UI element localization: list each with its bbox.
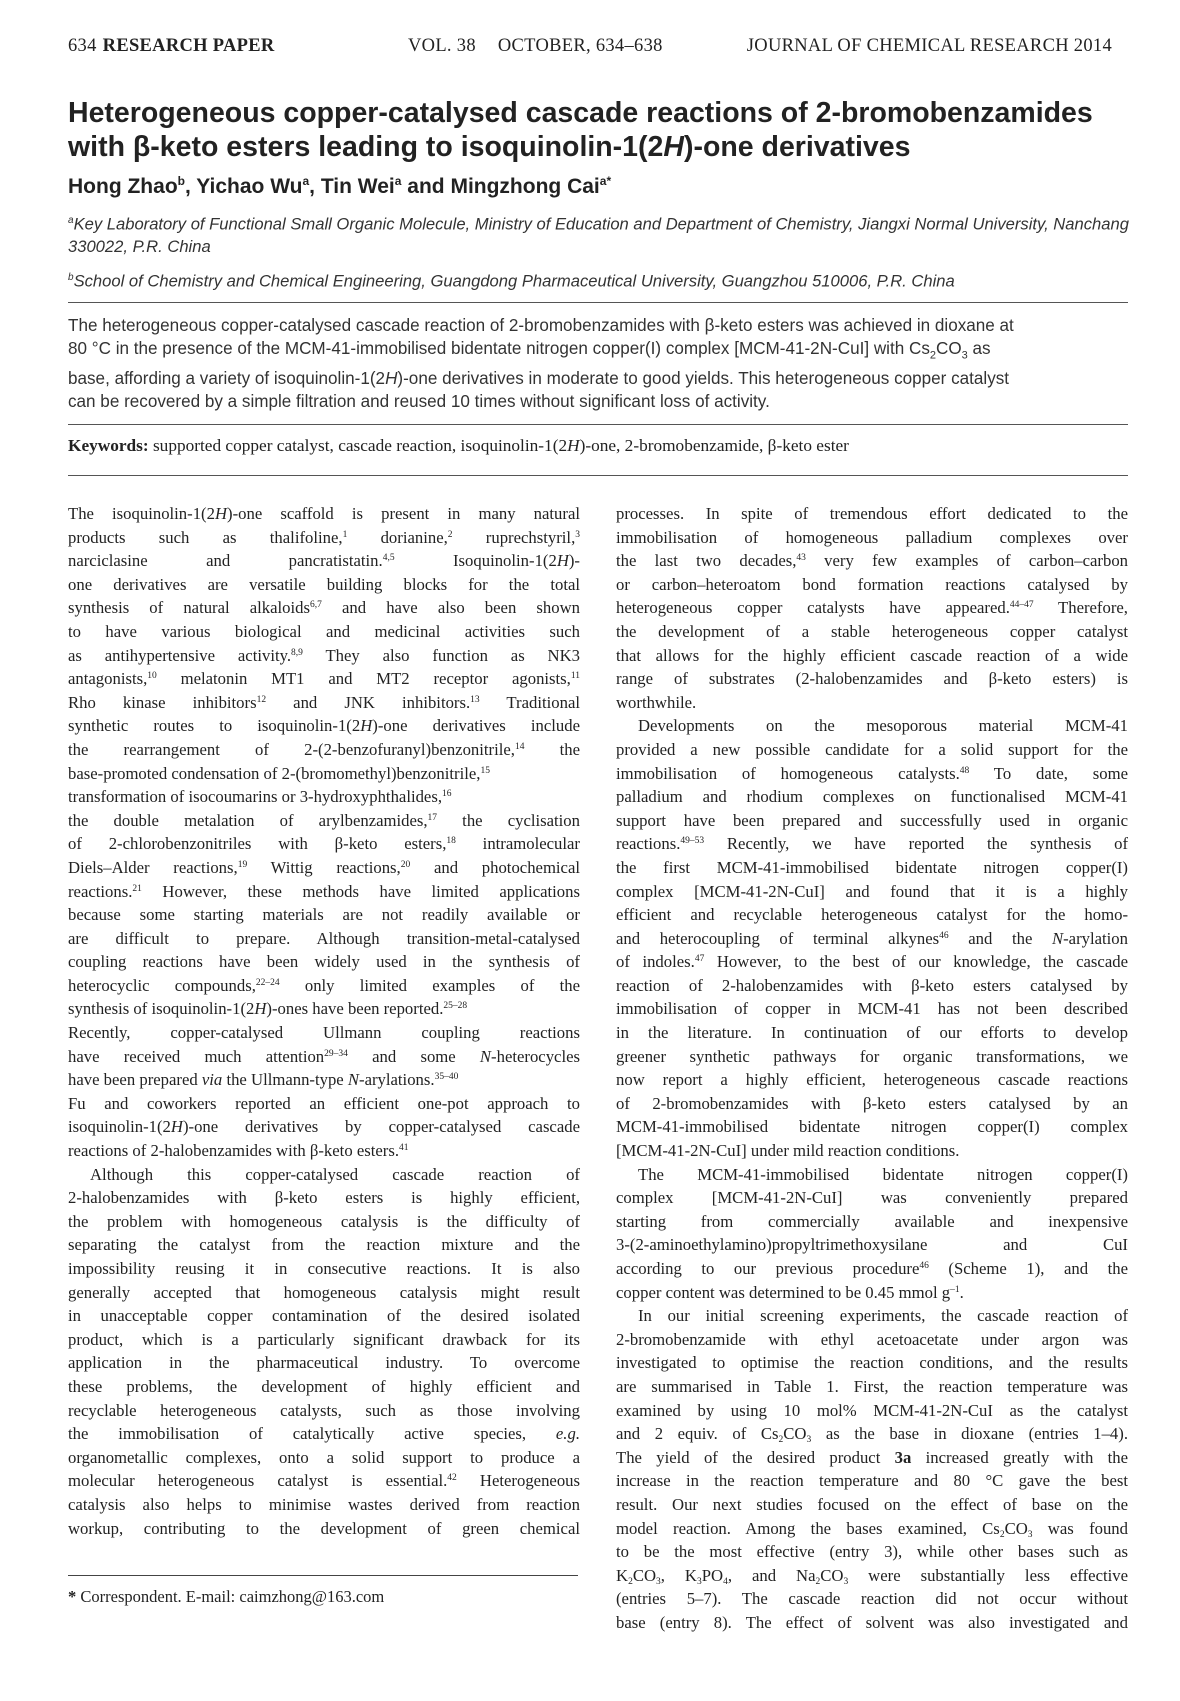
text-line: now report a highly efficient, heterogeneous cascade reactions — [616, 1070, 1128, 1090]
text-line: isoquinolin-1(2H)-one derivatives by copper-catalysed cascade — [68, 1117, 580, 1137]
text-line: that allows for the highly efficient cascade reaction of a wide — [616, 645, 1128, 665]
running-head-center — [408, 36, 663, 57]
affiliation-b: $^b$School of Chemistry and Chemical Engineering, Guangdong Pharmaceutical University, Guangzhou 510006, P.R. China — [68, 271, 955, 291]
text-line: greener synthetic pathways for organic transformations, we — [616, 1046, 1128, 1066]
text-line: $K_2CO_3$, $K_3PO_4$, and $Na_2CO_3$ were substantially less effective — [616, 1565, 1128, 1587]
text-line: The yield of the desired product 3a increased greatly with the — [616, 1447, 1128, 1467]
footnote-divider — [68, 1575, 578, 1576]
text-line: narciclasine and pancratistatin.$^{4,5}$ Isoquinolin-1(2H)- — [68, 551, 580, 571]
text-line: complex [MCM-41-2N-CuI] and found that it is a highly — [616, 881, 1128, 901]
text-line: copper content was determined to be 0.45 mmol $g^{-1}$. — [616, 1282, 964, 1302]
text-line: 2-halobenzamides with β-keto esters is highly efficient, — [68, 1188, 580, 1208]
running-head-left — [68, 36, 275, 57]
author-name: Yichao Wu — [196, 175, 303, 198]
author-name: Mingzhong Cai — [450, 175, 600, 198]
text-line: the immobilisation of catalytically active species, e.g. — [68, 1424, 580, 1444]
text-line: of 2-chlorobenzonitriles with β-keto esters,$^{18}$ intramolecular — [68, 834, 580, 854]
text-line: model reaction. Among the bases examined, $Cs_2CO_3$ was found — [616, 1518, 1128, 1540]
issue-pages: OCTOBER, 634–638 — [497, 36, 663, 56]
text-line: synthesis of natural alkaloids$^{6,7}$ and have also been shown — [68, 598, 580, 618]
text-line: starting from commercially available and inexpensive — [616, 1211, 1128, 1231]
divider — [68, 475, 1128, 476]
text-line: and heterocoupling of terminal alkynes$^{46}$ and the N-arylation — [616, 928, 1128, 948]
text-line: are difficult to prepare. Although transition-metal-catalysed — [68, 928, 580, 948]
text-line: immobilisation of copper in MCM-41 has not been described — [616, 999, 1128, 1019]
text-line: because some starting materials are not readily available or — [68, 905, 580, 925]
text-line: reactions.$^{49-53}$ Recently, we have reported the synthesis of — [616, 834, 1128, 854]
section-label: RESEARCH PAPER — [102, 36, 275, 56]
text-line: worthwhile. — [616, 692, 697, 712]
text-line: synthetic routes to isoquinolin-1(2H)-one derivatives include — [68, 716, 580, 736]
text-line: generally accepted that homogeneous catalysis might result — [68, 1282, 580, 1302]
text-line: The MCM-41-immobilised bidentate nitrogen copper(I) — [638, 1164, 1128, 1184]
text-line: these problems, the development of highly efficient and — [68, 1376, 580, 1396]
text-line: Diels–Alder reactions,$^{19}$ Wittig reactions,$^{20}$ and photochemical — [68, 857, 580, 877]
text-line: MCM-41-immobilised bidentate nitrogen copper(I) complex — [616, 1117, 1128, 1137]
running-head — [68, 36, 1112, 62]
text-line: catalysis also helps to minimise wastes derived from reaction — [68, 1494, 580, 1514]
text-line: reactions.$^{21}$ However, these methods have limited applications — [68, 881, 580, 901]
text-line: or carbon–heteroatom bond formation reactions catalysed by — [616, 574, 1128, 594]
title-line-1: Heterogeneous copper-catalysed cascade reactions of 2-bromobenzamides — [68, 97, 1093, 129]
text-line: separating the catalyst from the reaction mixture and the — [68, 1235, 580, 1255]
text-line: transformation of isocoumarins or 3-hydroxyphthalides,$^{16}$ — [68, 787, 452, 807]
author-name: Tin Wei — [320, 175, 395, 198]
keywords-label: Keywords: — [68, 436, 149, 455]
text-line: workup, contributing to the development of green chemical — [68, 1518, 580, 1538]
text-line: to have various biological and medicinal activities such — [68, 621, 580, 641]
divider — [68, 424, 1128, 425]
body-column-left — [68, 502, 580, 1540]
text-line: examined by using 10 mol% MCM-41-2N-CuI as the catalyst — [616, 1400, 1128, 1420]
text-line: as antihypertensive activity.$^{8,9}$ They also function as NK3 — [68, 645, 580, 665]
text-line: products such as thalifoline,$^1$ dorianine,$^2$ ruprechstyril,$^3$ — [68, 527, 580, 547]
text-line: antagonists,$^{10}$ melatonin MT1 and MT2 receptor agonists,$^{11}$ — [68, 669, 580, 689]
author-list: Hong Zhao$^b$, Yichao Wu$^a$, Tin Wei$^a$ and Mingzhong Cai$^{a*}$ — [68, 174, 612, 198]
text-line: the double metalation of arylbenzamides,$^{17}$ the cyclisation — [68, 810, 580, 830]
article-title — [68, 96, 1128, 164]
text-line: coupling reactions have been widely used in the synthesis of — [68, 952, 580, 972]
text-line: of 2-bromobenzamides with β-keto esters catalysed by an — [616, 1093, 1128, 1113]
text-line: heterogeneous copper catalysts have appeared.$^{44-47}$ Therefore, — [616, 598, 1128, 618]
title-line-2: with β-keto esters leading to isoquinolin-1(2H)-one derivatives — [68, 131, 911, 163]
text-line: reactions of 2-halobenzamides with β-keto esters.$^{41}$ — [68, 1141, 409, 1161]
text-line: immobilisation of homogeneous catalysts.$^{48}$ To date, some — [616, 763, 1128, 783]
text-line: complex [MCM-41-2N-CuI] was conveniently prepared — [616, 1188, 1128, 1208]
volume: VOL. 38 — [408, 36, 476, 56]
text-line: of indoles.$^{47}$ However, to the best of our knowledge, the cascade — [616, 952, 1128, 972]
text-line: Although this copper-catalysed cascade reaction of — [90, 1164, 580, 1184]
affiliation-a: $^a$Key Laboratory of Functional Small Organic Molecule, Ministry of Education and Department of Chemistry, Jiangxi Normal University, Nanchang 330022, P.R. China — [68, 214, 1129, 256]
author-affiliation-mark: a — [394, 174, 402, 188]
journal-name: JOURNAL OF CHEMICAL RESEARCH 2014 — [746, 36, 1112, 56]
abstract: The heterogeneous copper-catalysed cascade reaction of 2-bromobenzamides with β-keto esters was achieved in dioxane at 80 °C in the presence of the MCM-41-immobilised bidentate nitrogen copper(I) complex [MCM-41-2N-CuI] with $Cs_2CO_3$ as base, affording a variety of isoquinolin-1(2H)-one derivatives in moderate to good yields. This heterogeneous copper catalyst can be recovered by a simple filtration and reused 10 times without significant loss of activity. — [68, 316, 1014, 412]
text-line: one derivatives are versatile building blocks for the total — [68, 574, 580, 594]
text-line: base-promoted condensation of 2-(bromomethyl)benzonitrile,$^{15}$ — [68, 763, 490, 783]
text-line: increase in the reaction temperature and 80 °C gave the best — [616, 1471, 1128, 1491]
text-line: organometallic complexes, onto a solid support to produce a — [68, 1447, 580, 1467]
text-line: The isoquinolin-1(2H)-one scaffold is present in many natural — [68, 504, 580, 523]
page-number: 634 — [68, 36, 97, 56]
author-affiliation-mark: a* — [599, 174, 612, 188]
text-line: In our initial screening experiments, the cascade reaction of — [638, 1306, 1128, 1326]
text-line: recyclable heterogeneous catalysts, such as those involving — [68, 1400, 580, 1420]
text-line: 3-(2-aminoethylamino)propyltrimethoxysilane and CuI — [616, 1235, 1128, 1255]
text-line: the rearrangement of 2-(2-benzofuranyl)benzonitrile,$^{14}$ the — [68, 739, 580, 759]
text-line: Fu and coworkers reported an efficient one-pot approach to — [68, 1093, 580, 1113]
text-line: Rho kinase inhibitors$^{12}$ and JNK inhibitors.$^{13}$ Traditional — [68, 692, 580, 712]
text-line: provided a new possible candidate for a solid support for the — [616, 739, 1128, 759]
text-line: according to our previous procedure$^{46}$ (Scheme 1), and the — [616, 1259, 1128, 1278]
text-line: in unacceptable copper contamination of the desired isolated — [68, 1306, 580, 1326]
text-line: support have been prepared and successfully used in organic — [616, 810, 1128, 830]
text-line: in the literature. In continuation of our efforts to develop — [616, 1023, 1128, 1043]
text-line: 2-bromobenzamide with ethyl acetoacetate under argon was — [616, 1329, 1128, 1349]
text-line: application in the pharmaceutical industry. To overcome — [68, 1353, 580, 1373]
text-line: immobilisation of homogeneous palladium complexes over — [616, 527, 1128, 547]
text-line: have received much attention$^{29-34}$ and some N-heterocycles — [68, 1046, 580, 1066]
text-line: have been prepared via the Ullmann-type N-arylations.$^{35-40}$ — [68, 1070, 459, 1090]
correspondence-footnote: * Correspondent. E-mail: caimzhong@163.com — [68, 1587, 385, 1606]
text-line: investigated to optimise the reaction conditions, and the results — [616, 1353, 1128, 1373]
text-line: product, which is a particularly significant drawback for its — [68, 1329, 580, 1349]
text-line: (entries 5–7). The cascade reaction did not occur without — [616, 1589, 1128, 1609]
text-line: are summarised in Table 1. First, the reaction temperature was — [616, 1376, 1128, 1396]
text-line: efficient and recyclable heterogeneous catalyst for the homo- — [616, 905, 1128, 925]
text-line: result. Our next studies focused on the effect of base on the — [616, 1494, 1128, 1514]
body-column-right — [616, 502, 1128, 1635]
author-name: Hong Zhao — [68, 175, 178, 198]
keywords: Keywords: supported copper catalyst, cascade reaction, isoquinolin-1(2H)-one, 2-bromobenzamide, β-keto ester — [68, 436, 849, 455]
divider — [68, 302, 1128, 303]
author-affiliation-mark: a — [302, 174, 310, 188]
text-line: Developments on the mesoporous material MCM-41 — [638, 716, 1128, 736]
text-line: range of substrates (2-halobenzamides and β-keto esters) is — [616, 669, 1128, 689]
text-line: base (entry 8). The effect of solvent was also investigated and — [616, 1612, 1128, 1632]
text-line: the last two decades,$^{43}$ very few examples of carbon–carbon — [616, 551, 1128, 571]
text-line: molecular heterogeneous catalyst is essential.$^{42}$ Heterogeneous — [68, 1471, 580, 1491]
text-line: the development of a stable heterogeneous copper catalyst — [616, 621, 1128, 641]
text-line: impossibility reusing it in consecutive reactions. It is also — [68, 1259, 580, 1278]
text-line: synthesis of isoquinolin-1(2H)-ones have been reported.$^{25-28}$ — [68, 999, 468, 1019]
text-line: processes. In spite of tremendous effort dedicated to the — [616, 504, 1128, 523]
text-line: [MCM-41-2N-CuI] under mild reaction conditions. — [616, 1141, 960, 1161]
text-line: the problem with homogeneous catalysis is the difficulty of — [68, 1211, 580, 1231]
text-line: Recently, copper-catalysed Ullmann coupling reactions — [68, 1023, 580, 1043]
text-line: to be the most effective (entry 3), while other bases such as — [616, 1542, 1128, 1562]
text-line: palladium and rhodium complexes on functionalised MCM-41 — [616, 787, 1128, 807]
text-line: heterocyclic compounds,$^{22-24}$ only limited examples of the — [68, 975, 580, 995]
text-line: reaction of 2-halobenzamides with β-keto esters catalysed by — [616, 975, 1128, 995]
text-line: the first MCM-41-immobilised bidentate nitrogen copper(I) — [616, 857, 1128, 877]
text-line: and 2 equiv. of $Cs_2CO_3$ as the base in dioxane (entries 1–4). — [616, 1424, 1128, 1446]
author-affiliation-mark: b — [177, 174, 185, 188]
